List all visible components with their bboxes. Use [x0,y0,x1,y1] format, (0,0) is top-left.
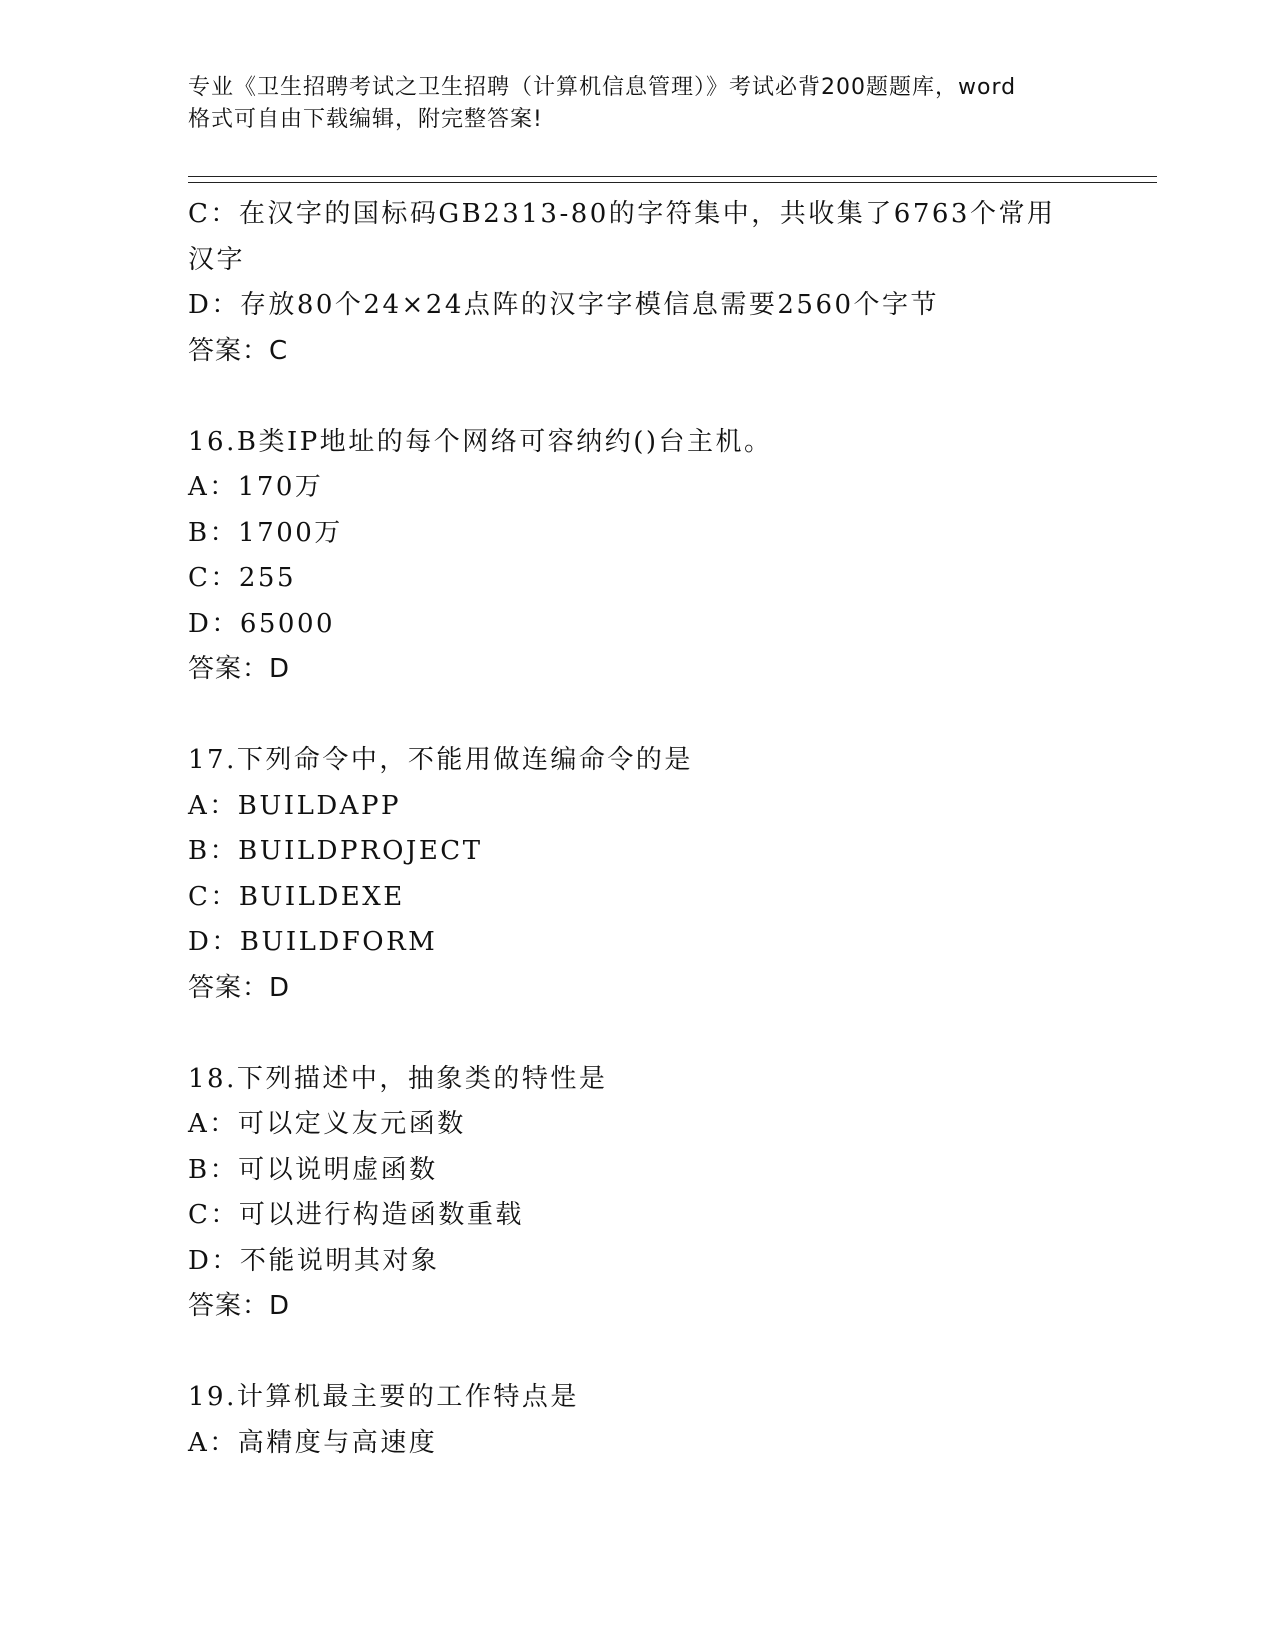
spacer [188,1011,1088,1057]
question-stem: 19.计算机最主要的工作特点是 [188,1382,579,1412]
answer-line: 答案：D [188,654,291,684]
question-stem: 18.下列描述中，抽象类的特性是 [188,1063,608,1094]
document-header [188,72,1088,136]
answer-line: 答案：C [188,335,289,366]
option-b: B：BUILDPROJECT [188,836,483,866]
option-d: D：65000 [188,608,336,639]
option-a: A：可以定义友元函数 [188,1109,466,1139]
header-line-2: 格式可自由下载编辑，附完整答案! [188,107,543,132]
question-list [188,192,1088,1466]
option-d: D：存放80个24×24点阵的汉字字模信息需要2560个字节 [188,290,940,320]
question-16 [188,420,1088,693]
option-b: B：1700万 [188,517,343,548]
question-19 [188,1375,1088,1466]
question-18 [188,1057,1088,1330]
option-a: A：170万 [188,472,324,502]
question-17 [188,738,1088,1011]
answer-line: 答案：D [188,1291,291,1321]
spacer [188,374,1088,420]
answer-line: 答案：D [188,972,291,1003]
spacer [188,693,1088,739]
option-d: D：BUILDFORM [188,927,438,957]
question-stem: 16.B类IP地址的每个网络可容纳约()台主机。 [188,426,773,457]
option-a: A：BUILDAPP [188,790,401,821]
question-stem: 17.下列命令中，不能用做连编命令的是 [188,745,693,775]
header-divider-bottom [188,182,1157,183]
option-a: A：高精度与高速度 [188,1427,438,1458]
header-divider-top [188,176,1157,177]
option-d: D：不能说明其对象 [188,1245,440,1276]
option-c: C：BUILDEXE [188,881,405,912]
spacer [188,1330,1088,1376]
option-c: C：在汉字的国标码GB2313-80的字符集中，共收集了6763个常用汉字 [188,199,1056,275]
header-line-1: 专业《卫生招聘考试之卫生招聘（计算机信息管理）》考试必背200题题库，word [188,75,1017,100]
option-b: B：可以说明虚函数 [188,1154,438,1185]
option-c: C：可以进行构造函数重载 [188,1200,524,1230]
option-c: C：255 [188,563,297,593]
question-15-continued [188,192,1088,374]
